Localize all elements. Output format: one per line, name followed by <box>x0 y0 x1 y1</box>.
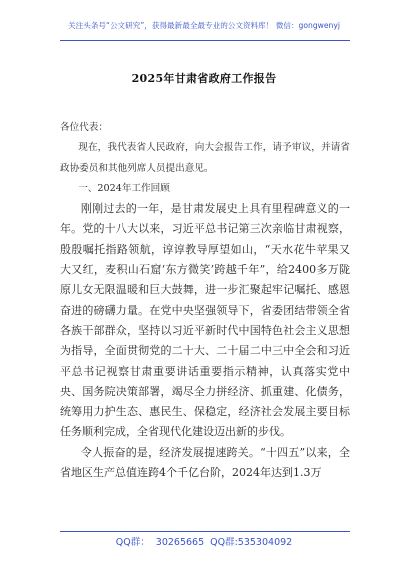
header-divider <box>60 40 350 41</box>
paragraph: 刚刚过去的一年，是甘肃发展史上具有里程碑意义的一年。党的十八大以来，习近平总书记第三次亲临甘肃视察，殷殷嘱托指路领航，谆谆教导厚望如山，“天水花牛苹果又大又红，麦积山石窟‘东方微笑’跨越千年”，给2400多万陇原儿女无限温暖和巨大鼓舞，进一步汇聚起牢记嘱托、感恩奋进的磅礴力量。在党中央坚强领导下，省委团结带领全省各族干部群众，坚持以习近平新时代中国特色社会主义思想为指导，全面贯彻党的二十大、二十届二中三中全会和习近平总书记视察甘肃重要讲话重要指示精神，认真落实党中央、国务院决策部署，竭尽全力拼经济、抓重建、化债务，统筹用力护生态、惠民生、保稳定，经济社会发展主要目标任务顺利完成，全省现代化建设迈出新的步伐。 <box>60 202 350 439</box>
footer-qq-groups: QQ群： 30265665 QQ群:535304092 <box>115 537 293 548</box>
document-title: 2025年甘肃省政府工作报告 <box>131 72 277 85</box>
salutation: 各位代表： <box>60 122 108 133</box>
footer-divider <box>60 531 350 532</box>
header-note: 关注头条号“公文研究”，获得最新最全最专业的公文资料库！ 微信：gongwenyj <box>68 21 340 30</box>
document-body <box>60 118 350 483</box>
section-heading: 一、2024年工作回顾 <box>78 182 170 194</box>
paragraph: 令人振奋的是，经济发展提速跨关。“十四五”以来，全省地区生产总值连跨4个千亿台阶，2024年达到1.3万 <box>60 445 350 480</box>
paragraph: 现在，我代表省人民政府，向大会报告工作，请予审议，并请省政协委员和其他列席人员提出意见。 <box>60 142 350 174</box>
